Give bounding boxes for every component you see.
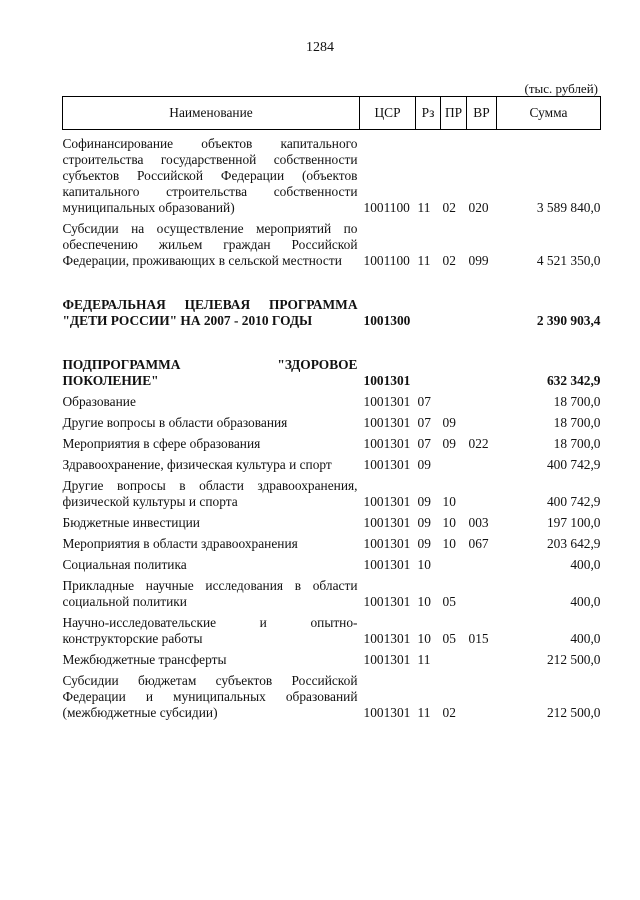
row-pr: 10 [442, 494, 456, 509]
row-csr: 1001301 [363, 394, 411, 409]
row-vr: 020 [468, 200, 489, 215]
table-row [63, 431, 601, 452]
row-sum: 400,0 [570, 557, 601, 572]
row-rz: 07 [417, 436, 431, 451]
header-rz: Рз [416, 97, 441, 130]
row-sum: 18 700,0 [553, 394, 601, 409]
row-vr [467, 552, 497, 573]
row-csr: 1001301 [363, 705, 411, 720]
table-row [63, 452, 601, 473]
row-sum: 2 390 903,4 [536, 313, 601, 328]
row-pr: 02 [442, 200, 456, 215]
row-pr [441, 329, 467, 389]
row-rz: 11 [417, 200, 431, 215]
row-csr: 1001301 [363, 631, 411, 646]
row-vr: 099 [468, 253, 489, 268]
row-vr [467, 668, 497, 721]
row-rz: 09 [417, 494, 431, 509]
row-sum: 18 700,0 [553, 436, 601, 451]
row-pr [441, 269, 467, 329]
row-pr: 09 [442, 436, 456, 451]
row-sum: 400,0 [570, 594, 601, 609]
row-pr: 02 [442, 253, 456, 268]
table-row [63, 552, 601, 573]
row-sum: 400 742,9 [546, 457, 601, 472]
row-sum: 212 500,0 [546, 652, 601, 667]
row-pr: 10 [442, 515, 456, 530]
table-row [63, 410, 601, 431]
row-csr: 1001100 [363, 200, 410, 215]
table-row [63, 668, 601, 721]
table-row [63, 573, 601, 610]
row-name: ПОДПРОГРАММА "ЗДОРОВОЕ ПОКОЛЕНИЕ" [62, 357, 358, 388]
row-rz: 10 [417, 557, 431, 572]
row-vr [467, 329, 497, 389]
row-pr: 10 [442, 536, 456, 551]
row-csr: 1001301 [363, 373, 411, 388]
row-pr: 09 [442, 415, 456, 430]
row-pr [441, 389, 467, 410]
row-sum: 212 500,0 [546, 705, 601, 720]
row-vr [467, 410, 497, 431]
row-csr: 1001301 [363, 436, 411, 451]
row-vr [467, 452, 497, 473]
row-name: Научно-исследовательские и опытно-конструкторские работы [62, 615, 358, 646]
row-name: Мероприятия в области здравоохранения [62, 536, 298, 551]
row-sum: 400 742,9 [546, 494, 601, 509]
units-label: (тыс. рублей) [524, 81, 598, 96]
row-vr [467, 269, 497, 329]
row-pr [441, 647, 467, 668]
row-name: Субсидии бюджетам субъектов Российской Федерации и муниципальных образований (межбюджетные субсидии) [62, 673, 358, 720]
row-sum: 197 100,0 [546, 515, 601, 530]
table-row [63, 216, 601, 269]
row-sum: 400,0 [570, 631, 601, 646]
table-row [63, 473, 601, 510]
row-rz: 11 [417, 705, 431, 720]
row-rz: 10 [417, 631, 431, 646]
row-sum: 18 700,0 [553, 415, 601, 430]
row-csr: 1001301 [363, 536, 411, 551]
row-name: Прикладные научные исследования в области социальной политики [62, 578, 358, 609]
row-rz: 07 [417, 415, 431, 430]
row-csr: 1001301 [363, 515, 411, 530]
row-vr: 067 [468, 536, 489, 551]
row-pr [441, 452, 467, 473]
row-sum: 632 342,9 [546, 373, 601, 388]
row-vr: 015 [468, 631, 489, 646]
row-rz [416, 329, 441, 389]
page-number: 1284 [306, 40, 334, 55]
row-rz: 11 [417, 652, 431, 667]
row-rz: 10 [417, 594, 431, 609]
row-sum: 203 642,9 [546, 536, 601, 551]
table-row [63, 647, 601, 668]
row-pr: 05 [442, 594, 456, 609]
row-rz: 09 [417, 457, 431, 472]
row-vr [467, 473, 497, 510]
table-row [63, 130, 601, 217]
row-pr: 02 [442, 705, 456, 720]
row-pr: 05 [442, 631, 456, 646]
row-name: Софинансирование объектов капитального строительства государственной собственности субъектов Российской Федерации (объектов капитального строительства собственности муниципальных образований) [62, 136, 358, 215]
row-name: Субсидии на осуществление мероприятий по обеспечению жильем граждан Российской Федерации, проживающих в сельской местности [62, 221, 358, 268]
row-pr [441, 552, 467, 573]
row-csr: 1001100 [363, 253, 410, 268]
row-name: Здравоохранение, физическая культура и спорт [62, 457, 332, 472]
row-name: Образование [62, 394, 136, 409]
row-name: Бюджетные инвестиции [62, 515, 200, 530]
row-csr: 1001301 [363, 594, 411, 609]
header-csr: ЦСР [360, 97, 416, 130]
row-name: Другие вопросы в области образования [62, 415, 288, 430]
row-name: Другие вопросы в области здравоохранения, физической культуры и спорта [62, 478, 358, 509]
table-row [63, 510, 601, 531]
row-csr: 1001300 [363, 313, 411, 328]
header-vr: ВР [467, 97, 497, 130]
row-csr: 1001301 [363, 557, 411, 572]
table-row [63, 610, 601, 647]
row-csr: 1001301 [363, 652, 411, 667]
header-pr: ПР [441, 97, 467, 130]
row-csr: 1001301 [363, 457, 411, 472]
table-row [63, 531, 601, 552]
row-name: Социальная политика [62, 557, 187, 572]
header-sum: Сумма [497, 97, 601, 130]
row-vr [467, 389, 497, 410]
row-rz: 09 [417, 536, 431, 551]
row-vr: 022 [468, 436, 489, 451]
row-name: Межбюджетные трансферты [62, 652, 227, 667]
row-rz [416, 269, 441, 329]
table-row [63, 329, 601, 389]
budget-table [62, 96, 601, 721]
row-rz: 07 [417, 394, 431, 409]
row-rz: 09 [417, 515, 431, 530]
header-name: Наименование [63, 97, 360, 130]
row-vr [467, 647, 497, 668]
row-rz: 11 [417, 253, 431, 268]
table-row [63, 389, 601, 410]
row-vr: 003 [468, 515, 489, 530]
row-sum: 3 589 840,0 [536, 200, 601, 215]
row-csr: 1001301 [363, 415, 411, 430]
table-header-row [63, 97, 601, 130]
row-sum: 4 521 350,0 [536, 253, 601, 268]
table-row [63, 269, 601, 329]
row-csr: 1001301 [363, 494, 411, 509]
row-vr [467, 573, 497, 610]
row-name: Мероприятия в сфере образования [62, 436, 261, 451]
row-name: ФЕДЕРАЛЬНАЯ ЦЕЛЕВАЯ ПРОГРАММА "ДЕТИ РОССИИ" НА 2007 - 2010 ГОДЫ [62, 297, 358, 328]
